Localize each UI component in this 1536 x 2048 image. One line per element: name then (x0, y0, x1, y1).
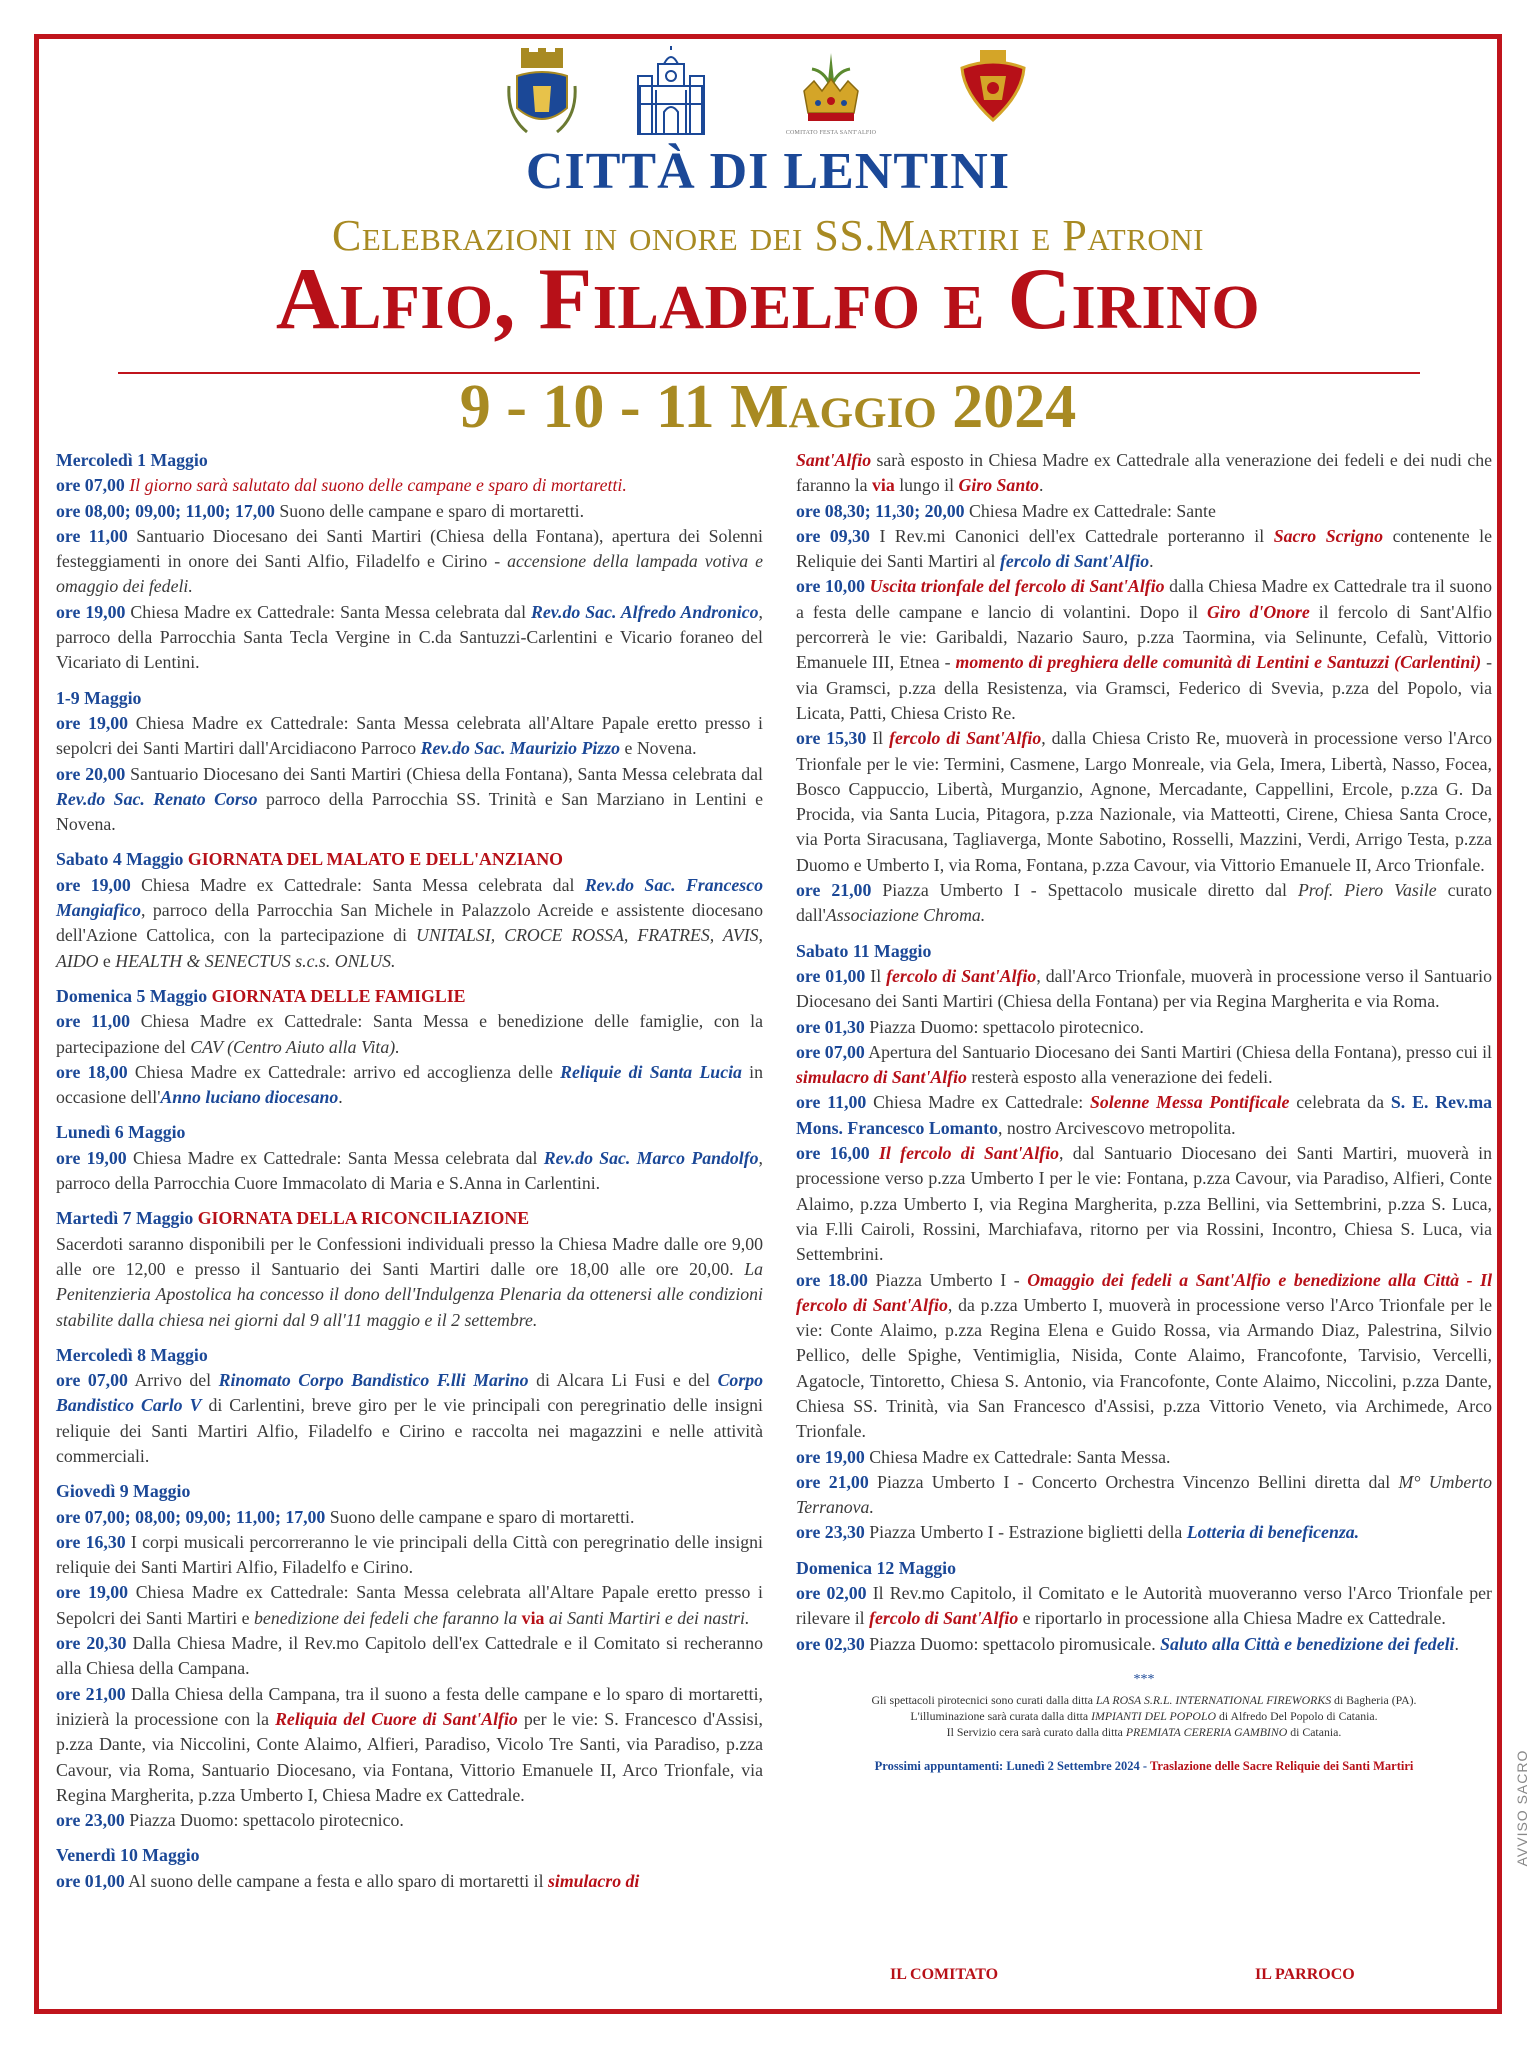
day-block-1-maggio (56, 448, 763, 676)
event: ore 08,30; 11,30; 20,00 Chiesa Madre ex Cattedrale: Sante (796, 500, 1216, 521)
shield-emblem-icon (956, 46, 1030, 138)
saints-title: Alfio, Filadelfo e Cirino (275, 251, 1261, 348)
next-appointments: Prossimi appuntamenti: Lunedì 2 Settembre 2024 - Traslazione delle Sacre Reliquie dei Santi Martiri (874, 1759, 1414, 1774)
event: ore 16,30 I corpi musicali percorreranno le vie principali della Città con peregrinatio delle insigni reliquie dei Santi Martiri Alfio, Filadelfo e Cirino. (56, 1531, 763, 1578)
event: ore 07,00; 08,00; 09,00; 11,00; 17,00 Suono delle campane e sparo di mortaretti. (56, 1506, 635, 1527)
day-block-1-9-maggio (56, 686, 763, 838)
event: ore 11,00 Chiesa Madre ex Cattedrale: Santa Messa e benedizione delle famiglie, con la partecipazione del CAV (Centro Aiuto alla Vita). (56, 1011, 764, 1057)
day-block-12-maggio (796, 1556, 1492, 1657)
event: ore 20,00 Santuario Diocesano dei Santi Martiri (Chiesa della Fontana), Santa Messa celebrata dal Rev.do Sac. Renato Corso parroco della Parrocchia SS. Trinità e San Marziano in Lentini e Novena. (56, 763, 763, 835)
event: ore 23,30 Piazza Umberto I - Estrazione biglietti della Lotteria di beneficenza. (796, 1522, 1360, 1543)
logo-row (0, 46, 1536, 138)
day-block-7-maggio (56, 1206, 763, 1332)
event: ore 19,00 Chiesa Madre ex Cattedrale: Santa Messa celebrata dal Rev.do Sac. Alfredo Andronico, parroco della Parrocchia Santa Tecla Vergine in C.da Santuzzi-Carlentini e Vicario foraneo del Vicariato di Lentini. (56, 601, 763, 673)
celebration-title: Celebrazioni in onore dei SS.Martiri e Patroni (332, 211, 1204, 260)
event: ore 02,30 Piazza Duomo: spettacolo piromusicale. Saluto alla Città e benedizione dei fedeli. (796, 1633, 1459, 1654)
event: ore 18.00 Piazza Umberto I - Omaggio dei fedeli a Sant'Alfio e benedizione alla Città - Il fercolo di Sant'Alfio, da p.zza Umberto I, muoverà in processione verso l'Arco Trionfale per le vie: Conte Alaimo, p.zza Regina Elena e Guido Rossa, via Armando Diaz, Palestrina, Silvio Pellico, delle Spighe, Ventimiglia, Nisida, Conte Alaimo, Francofonte, Tarvisio, Vercelli, Agatocle, Tintoretto, Chiesa S. Antonio, via Francofonte, Conte Alaimo, Niccolini, p.zza Dante, Chiesa SS. Trinità, via San Francesco d'Assisi, p.zza Vittorio Veneto, via Archimede, Arco Trionfale. (796, 1269, 1493, 1442)
festival-dates: 9 - 10 - 11 Maggio 2024 (459, 373, 1077, 441)
event: ore 01,30 Piazza Duomo: spettacolo pirotecnico. (796, 1016, 1144, 1037)
event: ore 09,30 I Rev.mi Canonici dell'ex Cattedrale porteranno il Sacro Scrigno contenente le Reliquie dei Santi Martiri al fercolo di Sant'Alfio. (796, 525, 1492, 572)
event: ore 19,00 Chiesa Madre ex Cattedrale: Santa Messa celebrata all'Altare Papale eretto presso i Sepolcri dei Santi Martiri e benedizione dei fedeli che faranno la via ai Santi Martiri e dei nastri. (56, 1582, 763, 1628)
credit-candles: Il Servizio cera sarà curato dalla ditta PREMIATA CERERIA GAMBINO di Catania. (946, 1725, 1342, 1740)
logo-caption: COMITATO FESTA SANT'ALFIO (785, 130, 877, 136)
event: ore 07,00 Il giorno sarà salutato dal suono delle campane e sparo di mortaretti. (56, 475, 627, 496)
event: ore 08,00; 09,00; 11,00; 17,00 Suono delle campane e sparo di mortaretti. (56, 500, 585, 521)
credit-lighting: L'illuminazione sarà curata dalla ditta IMPIANTI DEL POPOLO di Alfredo Del Popolo di Catania. (910, 1709, 1378, 1724)
signature-parish-priest: IL PARROCO (1255, 1966, 1355, 1983)
event: ore 19,00 Chiesa Madre ex Cattedrale: Santa Messa celebrata all'Altare Papale eretto presso i sepolcri dei Santi Martiri dall'Arcidiacono Parroco Rev.do Sac. Maurizio Pizzo e Novena. (56, 712, 763, 759)
day-block-9-maggio (56, 1479, 763, 1833)
day-heading: Venerdì 10 Maggio (56, 1845, 200, 1866)
credit-fireworks: Gli spettacoli pirotecnici sono curati dalla ditta LA ROSA S.R.L. INTERNATIONAL FIREWORKS di Bagheria (PA). (871, 1693, 1417, 1708)
day-block-4-maggio (56, 847, 763, 973)
separator-stars: *** (1133, 1671, 1155, 1687)
day-block-6-maggio (56, 1120, 763, 1196)
city-title: CITTÀ DI LENTINI (525, 143, 1011, 200)
event: ore 21,00 Dalla Chiesa della Campana, tra il suono a festa delle campane e lo sparo di mortaretti, inizierà la processione con la Reliquia del Cuore di Sant'Alfio per le vie: S. Francesco d'Assisi, p.zza Dante, via Niccolini, Conte Alaimo, Alfieri, Paradiso, Vicolo Tre Santi, via Paradiso, p.zza Cavour, via Roma, Santuario Diocesano, via Fontana, Vittorio Emanuele II, Arco Trionfale, via Regina Margherita, p.zza Umberto I, Chiesa Madre ex Cattedrale. (56, 1683, 764, 1805)
left-column (56, 448, 763, 1904)
comitato-crown-logo-icon (794, 46, 868, 138)
day-heading: 1-9 Maggio (56, 687, 142, 708)
side-label: AVVISO SACRO (1514, 1749, 1530, 1867)
event: ore 10,00 Uscita trionfale del fercolo di Sant'Alfio dalla Chiesa Madre ex Cattedrale tra il suono a festa delle campane e lancio di volantini. Dopo il Giro d'Onore il fercolo di Sant'Alfio percorrerà le vie: Garibaldi, Nazario Sauro, p.zza Taormina, via Selinunte, Cefalù, Vittorio Emanuele III, Etnea - momento di preghiera delle comunità di Lentini e Santuzzi (Carlentini) - via Gramsci, p.zza della Resistenza, via Gramsci, Federico di Svevia, p.zza del Popolo, via Licata, Patti, Chiesa Cristo Re. (796, 576, 1492, 723)
event: ore 23,00 Piazza Duomo: spettacolo pirotecnico. (56, 1810, 404, 1831)
day-block-10-maggio-continued (796, 448, 1492, 929)
day-heading: Domenica 12 Maggio (796, 1557, 957, 1578)
event: ore 20,30 Dalla Chiesa Madre, il Rev.mo Capitolo dell'ex Cattedrale e il Comitato si recheranno alla Chiesa della Campana. (56, 1633, 763, 1679)
event: Sacerdoti saranno disponibili per le Confessioni individuali presso la Chiesa Madre dalle ore 9,00 alle ore 12,00 e presso il Santuario dei Santi Martiri dalle ore 18,00 alle ore 20,00. La Penitenzieria Apostolica ha concesso il dono dell'Indulgenza Plenaria da ottenersi alle condizioni stabilite dalla chiesa nei giorni dal 9 all'11 maggio e il 2 settembre. (56, 1233, 763, 1330)
event: ore 02,00 Il Rev.mo Capitolo, il Comitato e le Autorità muoveranno verso l'Arco Trionfale per rilevare il fercolo di Sant'Alfio e riportarlo in processione alla Chiesa Madre ex Cattedrale. (796, 1583, 1492, 1629)
day-heading: Sabato 11 Maggio (796, 940, 932, 961)
day-block-8-maggio (56, 1343, 763, 1469)
event: ore 19,00 Chiesa Madre ex Cattedrale: Santa Messa celebrata dal Rev.do Sac. Marco Pandolfo, parroco della Parrocchia Cuore Immacolato di Maria e S.Anna in Carlentini. (56, 1147, 763, 1194)
cathedral-drawing-icon (634, 46, 708, 138)
event: ore 11,00 Santuario Diocesano dei Santi Martiri (Chiesa della Fontana), apertura dei Solenni festeggiamenti in onore dei Santi Alfio, Filadelfo e Cirino - accensione della lampada votiva e omaggio dei fedeli. (56, 525, 764, 597)
credits (796, 1692, 1492, 1740)
lentini-coat-of-arms-icon (505, 46, 579, 138)
day-heading: Lunedì 6 Maggio (56, 1122, 186, 1143)
day-heading: Mercoledì 1 Maggio (56, 450, 208, 470)
event: ore 01,00 Al suono delle campane a festa e allo sparo di mortaretti il simulacro di (56, 1870, 640, 1891)
event: ore 01,00 Il fercolo di Sant'Alfio, dall'Arco Trionfale, muoverà in processione verso il Santuario Diocesano dei Santi Martiri (Chiesa della Fontana) per via Regina Margherita e via Roma. (796, 965, 1492, 1012)
signature-committee: IL COMITATO (890, 1966, 999, 1983)
event: ore 07,00 Arrivo del Rinomato Corpo Bandistico F.lli Marino di Alcara Li Fusi e del Corpo Bandistico Carlo V di Carlentini, breve giro per le vie principali con peregrinatio delle insigni reliquie dei Santi Martiri Alfio, Filadelfo e Cirino e raccolta nei magazzini e nelle attività commerciali. (56, 1370, 764, 1466)
event: ore 15,30 Il fercolo di Sant'Alfio, dalla Chiesa Cristo Re, muoverà in processione verso l'Arco Trionfale per le vie: Termini, Casmene, Largo Monreale, via Gela, Imera, Libertà, Nasso, Focea, Bosco Cappuccio, Libertà, Murganzio, Agnone, Mercadante, Cappellini, Ercole, p.zza G. Da Procida, via Santa Lucia, Pitagora, p.zza Nazionale, via Matteotti, Cirene, Chiesa Santa Croce, via Porta Siracusana, Tagliaverga, Monte Sabotino, Rosselli, Mazzini, Verdi, Arrigo Testa, p.zza Duomo e Umberto I, via Roma, Fontana, p.zza Cavour, via Vittorio Emanuele II, Arco Trionfale. (796, 728, 1492, 875)
day-heading: Sabato 4 Maggio GIORNATA DEL MALATO E DELL'ANZIANO (56, 849, 564, 870)
event: ore 18,00 Chiesa Madre ex Cattedrale: arrivo ed accoglienza delle Reliquie di Santa Lucia in occasione dell'Anno luciano diocesano. (56, 1061, 763, 1108)
day-heading: Mercoledì 8 Maggio (56, 1344, 208, 1365)
day-heading: Martedì 7 Maggio GIORNATA DELLA RICONCILIAZIONE (56, 1208, 530, 1229)
event: ore 07,00 Apertura del Santuario Diocesano dei Santi Martiri (Chiesa della Fontana), presso cui il simulacro di Sant'Alfio resterà esposto alla venerazione dei fedeli. (796, 1041, 1492, 1088)
event: ore 11,00 Chiesa Madre ex Cattedrale: Solenne Messa Pontificale celebrata da S. E. Rev.ma Mons. Francesco Lomanto, nostro Arcivescovo metropolita. (796, 1092, 1493, 1138)
event: ore 16,00 Il fercolo di Sant'Alfio, dal Santuario Diocesano dei Santi Martiri, muoverà in processione verso p.zza Umberto I per le vie: Fontana, p.zza Cavour, via Paradiso, Alfieri, Conte Alaimo, p.zza Umberto I, via Regina Margherita, p.zza Bellini, via Settembrini, p.zza S. Luca, via F.lli Cairoli, Rossini, Marchiafava, ritorno per via Rossini, Incontro, Chiesa S. Luca, via Settembrini. (796, 1143, 1492, 1265)
event: ore 21,00 Piazza Umberto I - Concerto Orchestra Vincenzo Bellini diretta dal M° Umberto Terranova. (796, 1471, 1492, 1518)
event: ore 19,00 Chiesa Madre ex Cattedrale: Santa Messa celebrata dal Rev.do Sac. Francesco Mangiafico, parroco della Parrocchia San Michele in Palazzolo Acreide e assistente diocesano dell'Azione Cattolica, con la partecipazione di UNITALSI, CROCE ROSSA, FRATRES, AVIS, AIDO e HEALTH & SENECTUS s.c.s. ONLUS. (56, 874, 763, 971)
right-column (796, 448, 1492, 1780)
event: ore 19,00 Chiesa Madre ex Cattedrale: Santa Messa. (796, 1446, 1171, 1467)
day-block-5-maggio (56, 984, 763, 1110)
event: ore 21,00 Piazza Umberto I - Spettacolo musicale diretto dal Prof. Piero Vasile curato dall'Associazione Chroma. (796, 880, 1493, 926)
day-block-11-maggio (796, 939, 1492, 1546)
day-heading: Giovedì 9 Maggio (56, 1481, 191, 1502)
day-heading: Domenica 5 Maggio GIORNATA DELLE FAMIGLIE (56, 985, 466, 1006)
event: Sant'Alfio sarà esposto in Chiesa Madre ex Cattedrale alla venerazione dei fedeli e dei nudi che faranno la via lungo il Giro Santo. (796, 450, 1492, 496)
day-block-10-maggio (56, 1843, 763, 1894)
